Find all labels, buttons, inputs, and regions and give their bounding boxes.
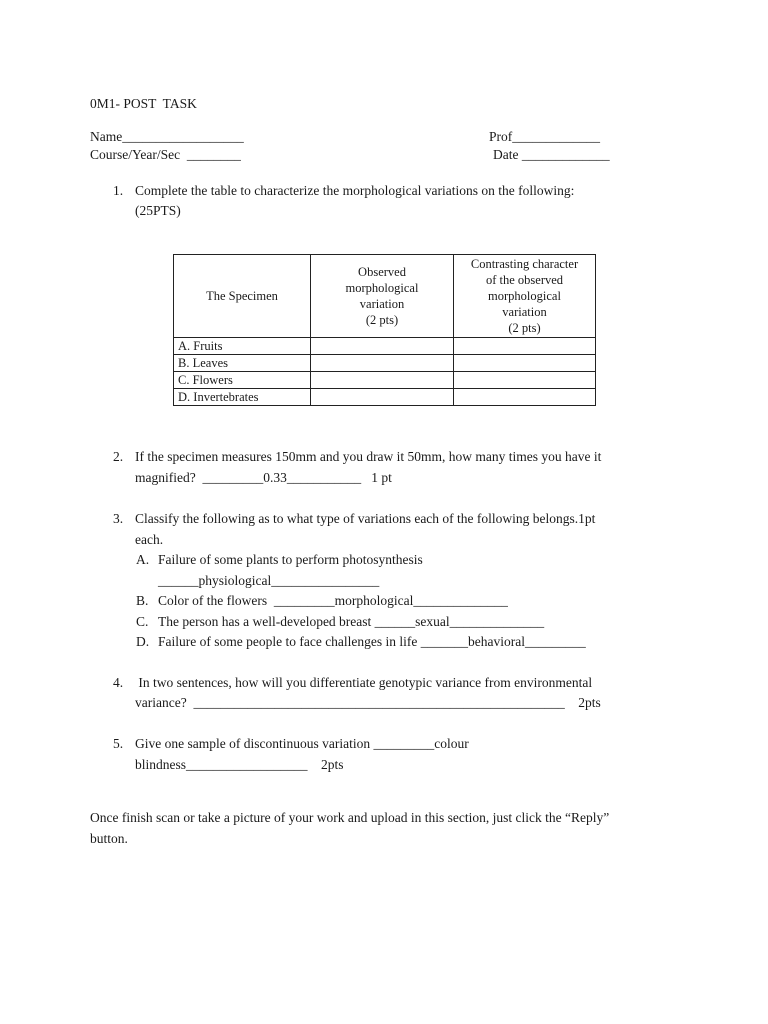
table-row [174, 389, 596, 406]
q5-text-line2: blindness__________________ 2pts [135, 757, 344, 772]
q3-item-text: Failure of some plants to perform photosynthesis [158, 552, 423, 567]
q1-text-line2: (25PTS) [135, 203, 181, 218]
q3-text-line1: Classify the following as to what type of variations each of the following belongs.1pt [135, 511, 596, 526]
header-contrasting-line: morphological [488, 289, 561, 303]
contrasting-cell[interactable] [454, 338, 596, 355]
q3-item-letter: D. [136, 634, 150, 649]
header-observed-line: (2 pts) [365, 313, 399, 327]
header-observed-line: morphological [345, 281, 419, 295]
q1-number: 1. [113, 183, 124, 198]
specimen-cell: A. Fruits [174, 338, 311, 355]
q3-item-text: Failure of some people to face challenges in life _______behavioral_________ [158, 634, 586, 649]
q3-item-letter: A. [136, 552, 150, 567]
table-header-row [174, 255, 596, 338]
date-field: Date _____________ [493, 147, 610, 162]
q5-text-line1: Give one sample of discontinuous variation _________colour [135, 736, 469, 751]
table-row [174, 338, 596, 355]
table-row [174, 372, 596, 389]
header-contrasting [454, 255, 596, 338]
q2-number: 2. [113, 449, 124, 464]
q3-item-letter: C. [136, 614, 149, 629]
q4-text-line2: variance? _______________________________________________________ 2pts [135, 695, 601, 710]
header-contrasting-line: of the observed [485, 273, 564, 287]
header-observed-line: variation [359, 297, 405, 311]
q3-text-line2: each. [135, 532, 164, 547]
observed-cell[interactable] [311, 355, 454, 372]
q2-text-line1: If the specimen measures 150mm and you draw it 50mm, how many times you have it [135, 449, 602, 464]
contrasting-cell[interactable] [454, 372, 596, 389]
header-specimen-text: The Specimen [206, 289, 278, 303]
specimen-cell: C. Flowers [174, 372, 311, 389]
header-contrasting-line: variation [502, 305, 547, 319]
header-observed [311, 255, 454, 338]
q4-text-line1: In two sentences, how will you differentiate genotypic variance from environmental [135, 675, 593, 690]
contrasting-cell[interactable] [454, 389, 596, 406]
contrasting-cell[interactable] [454, 355, 596, 372]
header-contrasting-line: (2 pts) [508, 321, 541, 335]
header-specimen [174, 255, 311, 338]
course-field: Course/Year/Sec ________ [90, 147, 241, 162]
q3-item-text: Color of the flowers _________morphological______________ [158, 593, 508, 608]
observed-cell[interactable] [311, 372, 454, 389]
instructions-line2: button. [90, 831, 128, 846]
morphology-table [173, 254, 596, 406]
header-observed-line: Observed [358, 265, 406, 279]
q3-item-letter: B. [136, 593, 149, 608]
q3-item-answer: ______physiological________________ [158, 573, 380, 588]
observed-cell[interactable] [311, 338, 454, 355]
name-field: Name__________________ [90, 129, 244, 144]
header-contrasting-line: Contrasting character [470, 257, 579, 271]
q4-number: 4. [113, 675, 124, 690]
prof-field: Prof_____________ [489, 129, 600, 144]
observed-cell[interactable] [311, 389, 454, 406]
q3-number: 3. [113, 511, 124, 526]
page-title: 0M1- POST TASK [90, 96, 197, 111]
q1-text-line1: Complete the table to characterize the morphological variations on the following: [135, 183, 575, 198]
instructions-line1: Once finish scan or take a picture of your work and upload in this section, just click the “Reply” [90, 810, 610, 825]
q3-item-text: The person has a well-developed breast ______sexual______________ [158, 614, 545, 629]
q2-text-line2: magnified? _________0.33___________ 1 pt [135, 470, 392, 485]
table-row [174, 355, 596, 372]
specimen-cell: D. Invertebrates [174, 389, 311, 406]
q5-number: 5. [113, 736, 124, 751]
specimen-cell: B. Leaves [174, 355, 311, 372]
